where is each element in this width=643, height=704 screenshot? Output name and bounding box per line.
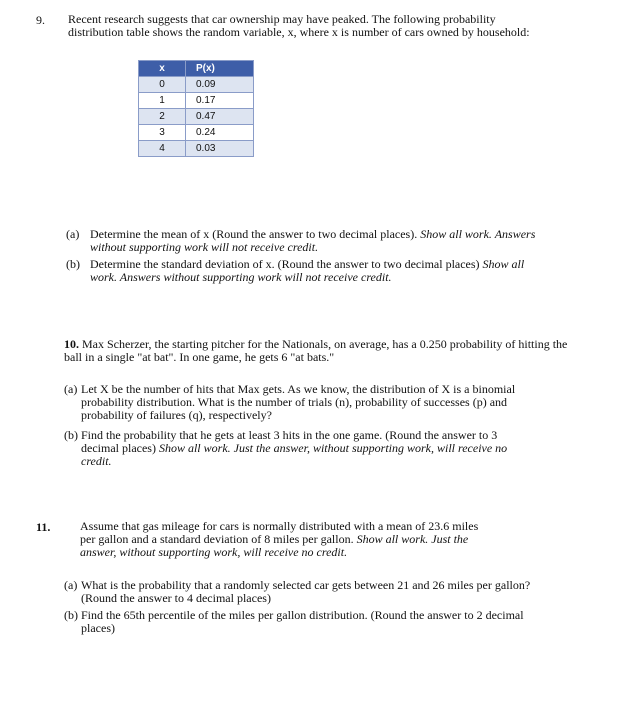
question-9b-line-1-italic: Show all	[482, 257, 525, 271]
question-10b-label: (b)	[64, 428, 78, 442]
question-9-text	[68, 13, 530, 39]
question-10a-line-3: probability of failures (q), respectively?	[81, 408, 272, 422]
question-11a-line-1: What is the probability that a randomly selected car gets between 21 and 26 miles per gallon?	[81, 578, 531, 592]
question-11-number: 11.	[36, 520, 51, 534]
question-9a-line-2-italic: without supporting work will not receive credit.	[90, 240, 319, 254]
question-10a-label: (a)	[64, 382, 78, 396]
question-11a-line-2: (Round the answer to 4 decimal places)	[81, 591, 271, 605]
question-10b	[64, 429, 624, 473]
table-cell-x: 0	[139, 77, 186, 93]
question-9-number: 9.	[36, 13, 45, 27]
table-cell-x: 2	[139, 109, 186, 125]
table-row	[139, 125, 254, 141]
question-9a-line-1-italic: Show all work. Answers	[420, 227, 536, 241]
table-row	[139, 141, 254, 157]
question-10-number: 10.	[64, 337, 79, 351]
question-10-line-2: ball in a single "at bat". In one game, he gets 6 "at bats."	[64, 350, 335, 364]
question-10a-line-2: probability distribution. What is the number of trials (n), probability of successes (p) and	[81, 395, 508, 409]
question-9b	[66, 258, 626, 288]
question-11-line-3-italic: answer, without supporting work, will receive no credit.	[80, 545, 348, 559]
question-10-text	[64, 338, 634, 364]
table-cell-px: 0.03	[186, 141, 254, 157]
question-11-line-2-italic: Show all work. Just the	[356, 532, 469, 546]
table-cell-x: 4	[139, 141, 186, 157]
question-11b	[64, 609, 624, 639]
question-10-line-1: Max Scherzer, the starting pitcher for the Nationals, on average, has a 0.250 probability of hitting the	[82, 337, 568, 351]
question-11b-line-2: places)	[81, 621, 115, 635]
table-header-x: x	[139, 61, 186, 77]
table-row	[139, 77, 254, 93]
table-cell-x: 1	[139, 93, 186, 109]
table-cell-px: 0.24	[186, 125, 254, 141]
table-cell-px: 0.47	[186, 109, 254, 125]
question-10a	[64, 383, 624, 427]
question-9-line-2: distribution table shows the random variable, x, where x is number of cars owned by household:	[68, 25, 530, 39]
question-10a-line-1: Let X be the number of hits that Max gets. As we know, the distribution of X is a binomial	[81, 382, 516, 396]
table-row	[139, 93, 254, 109]
question-11-line-2: per gallon and a standard deviation of 8 miles per gallon.	[80, 532, 357, 546]
table-cell-px: 0.09	[186, 77, 254, 93]
question-11b-label: (b)	[64, 608, 78, 622]
question-10b-line-3-italic: credit.	[81, 454, 112, 468]
question-10b-line-1: Find the probability that he gets at least 3 hits in the one game. (Round the answer to 3	[81, 428, 498, 442]
question-9b-line-2-italic: work. Answers without supporting work will not receive credit.	[90, 270, 392, 284]
question-11-line-1: Assume that gas mileage for cars is normally distributed with a mean of 23.6 miles	[80, 519, 479, 533]
question-11a	[64, 579, 624, 609]
table-cell-px: 0.17	[186, 93, 254, 109]
table-row	[139, 109, 254, 125]
table-header-row	[139, 61, 254, 77]
question-9a-line-1: Determine the mean of x (Round the answer to two decimal places).	[90, 227, 421, 241]
question-11-text	[80, 520, 620, 559]
question-9-line-1: Recent research suggests that car ownership may have peaked. The following probability	[68, 12, 496, 26]
question-9b-label: (b)	[66, 257, 80, 271]
table-header-px: P(x)	[186, 61, 254, 77]
table-cell-x: 3	[139, 125, 186, 141]
question-10b-line-2: decimal places)	[81, 441, 159, 455]
question-11a-label: (a)	[64, 578, 78, 592]
question-9a-label: (a)	[66, 227, 80, 241]
question-9b-line-1: Determine the standard deviation of x. (Round the answer to two decimal places)	[90, 257, 483, 271]
question-10b-line-2-italic: Show all work. Just the answer, without supporting work, will receive no	[158, 441, 508, 455]
question-9a	[66, 228, 626, 258]
probability-distribution-table	[138, 60, 254, 157]
question-11b-line-1: Find the 65th percentile of the miles per gallon distribution. (Round the answer to 2 decimal	[81, 608, 524, 622]
